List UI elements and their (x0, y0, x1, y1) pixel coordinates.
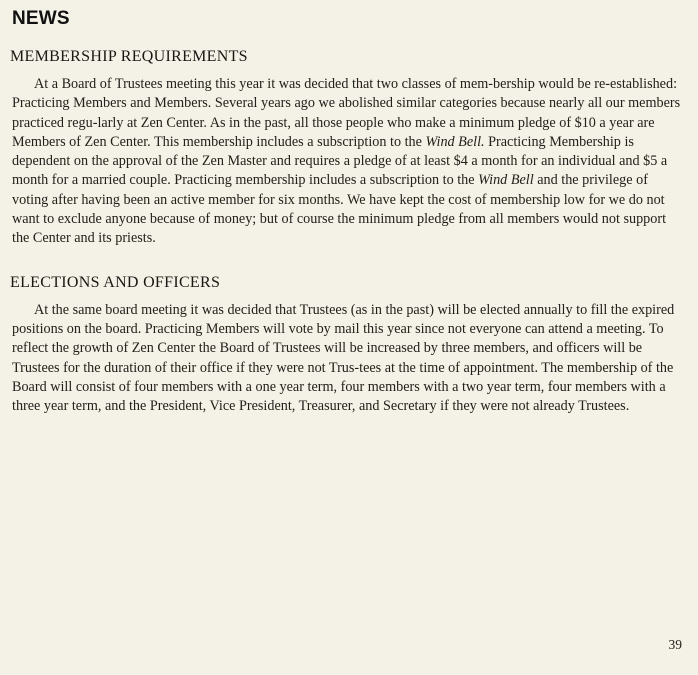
elections-body (10, 301, 686, 417)
masthead-title: NEWS (12, 8, 70, 29)
membership-heading: MEMBERSHIP REQUIREMENTS (10, 48, 248, 65)
elections-text: At the same board meeting it was decided that Trustees (as in the past) will be elected annually to fill the expired positions on the board. Practicing Members will vote by mail this year since not everyone can attend a meeting. To reflect the growth of Zen Center the Board of Trustees will be increased by three members, and officers will be Trustees for the duration of their office if they were not Trus-tees at the time of appointment. The membership of the Board will consist of four members with a one year term, four members with a two year term, four members with a three year term, and the President, Vice President, Treasurer, and Secretary if they were not already Trustees. (12, 301, 675, 415)
membership-section (10, 48, 686, 249)
membership-text-3: and the privilege of voting after having been an active member for six months. We have kept the cost of membership low for we do not want to exclude anyone because of money; but of course the minimum pledge from all members would not support the Center and its priests. (12, 172, 667, 247)
wind-bell-title-1: Wind Bell. (425, 133, 485, 150)
elections-heading: ELECTIONS AND OFFICERS (10, 273, 221, 291)
membership-body (10, 75, 686, 249)
elections-section (10, 274, 686, 417)
membership-text-1: At a Board of Trustees meeting this year it was decided that two classes of mem-bership would be re-established: Practicing Members and Members. Several years ago we abolished similar categories because nearly all our members practiced regu-larly at Zen Center. As in the past, all those people who make a minimum pledge of $10 a year are Members of Zen Center. This membership includes a subscription to the (12, 76, 681, 150)
page-number: 39 (668, 637, 682, 652)
membership-text-2: Practicing Membership is dependent on the approval of the Zen Master and requires a pledge of at least $4 a month for an individual and $5 a month for a married couple. Practicing membership includes a subscription to the (12, 133, 668, 189)
wind-bell-title-2: Wind Bell (478, 172, 534, 189)
